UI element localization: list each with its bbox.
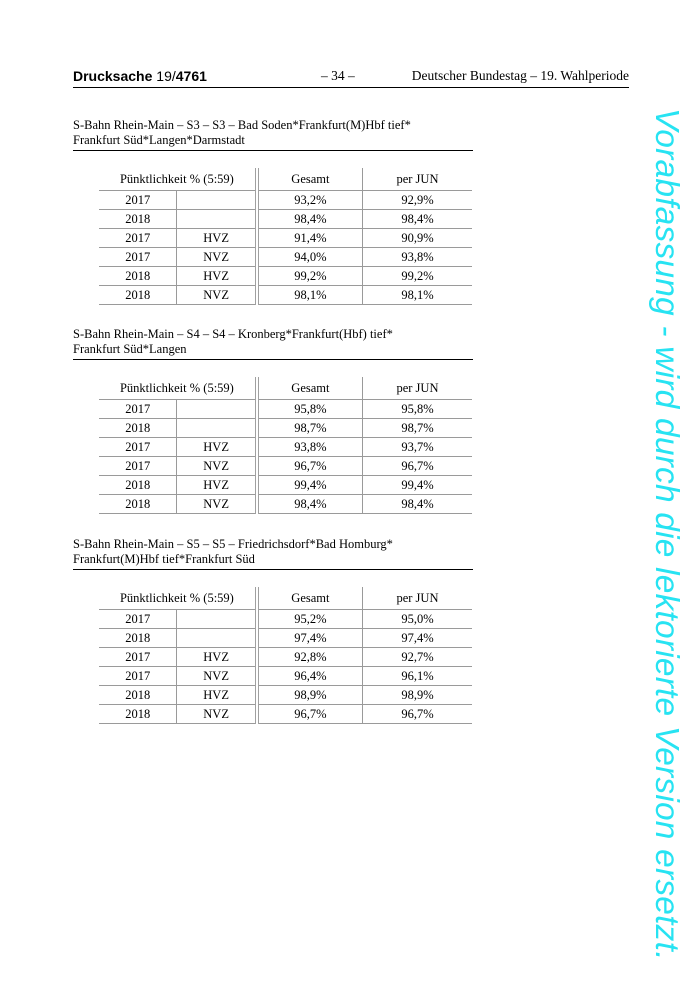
cell-per-jun: 99,4% bbox=[362, 476, 472, 495]
cell-per-jun: 98,9% bbox=[362, 686, 472, 705]
cell-type: HVZ bbox=[177, 438, 257, 457]
cell-year: 2017 bbox=[99, 457, 177, 476]
cell-type: HVZ bbox=[177, 686, 257, 705]
cell-year: 2018 bbox=[99, 686, 177, 705]
cell-type bbox=[177, 629, 257, 648]
table-row bbox=[99, 210, 472, 229]
section-title bbox=[73, 537, 473, 570]
table-header-row bbox=[99, 377, 472, 400]
section-s3 bbox=[73, 118, 473, 305]
cell-type bbox=[177, 610, 257, 629]
table-row bbox=[99, 248, 472, 267]
document-id bbox=[73, 68, 207, 84]
cell-year: 2018 bbox=[99, 267, 177, 286]
section-s4 bbox=[73, 327, 473, 514]
punctuality-table bbox=[99, 587, 472, 724]
cell-per-jun: 96,7% bbox=[362, 457, 472, 476]
cell-per-jun: 98,4% bbox=[362, 495, 472, 514]
cell-per-jun: 96,7% bbox=[362, 705, 472, 724]
table-row bbox=[99, 286, 472, 305]
page-header bbox=[73, 67, 629, 88]
table-row bbox=[99, 400, 472, 419]
table-row bbox=[99, 267, 472, 286]
cell-per-jun: 95,8% bbox=[362, 400, 472, 419]
draft-watermark bbox=[645, 108, 685, 961]
column-header-gesamt: Gesamt bbox=[257, 587, 363, 610]
cell-per-jun: 93,8% bbox=[362, 248, 472, 267]
cell-year: 2018 bbox=[99, 286, 177, 305]
cell-year: 2017 bbox=[99, 610, 177, 629]
cell-year: 2017 bbox=[99, 400, 177, 419]
table-row bbox=[99, 686, 472, 705]
cell-gesamt: 96,4% bbox=[257, 667, 363, 686]
cell-per-jun: 92,9% bbox=[362, 191, 472, 210]
section-title-line1: S-Bahn Rhein-Main – S3 – S3 – Bad Soden*Frankfurt(M)Hbf tief* bbox=[73, 118, 411, 132]
section-title-line1: S-Bahn Rhein-Main – S5 – S5 – Friedrichsdorf*Bad Homburg* bbox=[73, 537, 393, 551]
table-row bbox=[99, 629, 472, 648]
section-s5 bbox=[73, 537, 473, 724]
cell-year: 2018 bbox=[99, 476, 177, 495]
section-title-line2: Frankfurt(M)Hbf tief*Frankfurt Süd bbox=[73, 552, 255, 566]
table-header-row bbox=[99, 587, 472, 610]
table-row bbox=[99, 705, 472, 724]
cell-year: 2018 bbox=[99, 629, 177, 648]
table-row bbox=[99, 419, 472, 438]
cell-per-jun: 90,9% bbox=[362, 229, 472, 248]
cell-per-jun: 98,4% bbox=[362, 210, 472, 229]
table-row bbox=[99, 495, 472, 514]
column-header-gesamt: Gesamt bbox=[257, 168, 363, 191]
column-header-punctuality: Pünktlichkeit % (5:59) bbox=[99, 168, 257, 191]
cell-type: HVZ bbox=[177, 648, 257, 667]
cell-gesamt: 99,4% bbox=[257, 476, 363, 495]
cell-gesamt: 99,2% bbox=[257, 267, 363, 286]
column-header-per-jun: per JUN bbox=[362, 377, 472, 400]
watermark-text: Vorabfassung - wird durch die lektorierte Version ersetzt. bbox=[648, 108, 685, 961]
table-row bbox=[99, 438, 472, 457]
cell-gesamt: 98,4% bbox=[257, 495, 363, 514]
cell-gesamt: 93,8% bbox=[257, 438, 363, 457]
punctuality-table bbox=[99, 168, 472, 305]
cell-type bbox=[177, 400, 257, 419]
cell-type: NVZ bbox=[177, 457, 257, 476]
table-row bbox=[99, 667, 472, 686]
cell-year: 2018 bbox=[99, 705, 177, 724]
cell-per-jun: 98,1% bbox=[362, 286, 472, 305]
cell-year: 2017 bbox=[99, 191, 177, 210]
publisher: Deutscher Bundestag – 19. Wahlperiode bbox=[411, 68, 629, 83]
cell-year: 2017 bbox=[99, 648, 177, 667]
cell-year: 2017 bbox=[99, 667, 177, 686]
table-row bbox=[99, 648, 472, 667]
cell-year: 2018 bbox=[99, 419, 177, 438]
table-row bbox=[99, 191, 472, 210]
cell-gesamt: 95,8% bbox=[257, 400, 363, 419]
cell-gesamt: 98,7% bbox=[257, 419, 363, 438]
column-header-punctuality: Pünktlichkeit % (5:59) bbox=[99, 587, 257, 610]
cell-type bbox=[177, 210, 257, 229]
cell-type bbox=[177, 191, 257, 210]
cell-type: NVZ bbox=[177, 495, 257, 514]
cell-gesamt: 96,7% bbox=[257, 457, 363, 476]
cell-year: 2018 bbox=[99, 495, 177, 514]
section-title-line1: S-Bahn Rhein-Main – S4 – S4 – Kronberg*Frankfurt(Hbf) tief* bbox=[73, 327, 393, 341]
cell-gesamt: 98,9% bbox=[257, 686, 363, 705]
cell-year: 2018 bbox=[99, 210, 177, 229]
cell-year: 2017 bbox=[99, 438, 177, 457]
column-header-punctuality: Pünktlichkeit % (5:59) bbox=[99, 377, 257, 400]
section-title bbox=[73, 327, 473, 360]
cell-type: NVZ bbox=[177, 248, 257, 267]
column-header-gesamt: Gesamt bbox=[257, 377, 363, 400]
cell-gesamt: 96,7% bbox=[257, 705, 363, 724]
table-row bbox=[99, 610, 472, 629]
cell-gesamt: 92,8% bbox=[257, 648, 363, 667]
page-number: – 34 – bbox=[321, 68, 355, 83]
doc-number-prefix: 19/ bbox=[156, 68, 176, 84]
section-title bbox=[73, 118, 473, 151]
cell-type: HVZ bbox=[177, 476, 257, 495]
cell-per-jun: 93,7% bbox=[362, 438, 472, 457]
section-title-line2: Frankfurt Süd*Langen*Darmstadt bbox=[73, 133, 245, 147]
cell-per-jun: 95,0% bbox=[362, 610, 472, 629]
cell-gesamt: 98,1% bbox=[257, 286, 363, 305]
column-header-per-jun: per JUN bbox=[362, 587, 472, 610]
column-header-per-jun: per JUN bbox=[362, 168, 472, 191]
table-header-row bbox=[99, 168, 472, 191]
cell-per-jun: 97,4% bbox=[362, 629, 472, 648]
cell-per-jun: 99,2% bbox=[362, 267, 472, 286]
cell-gesamt: 97,4% bbox=[257, 629, 363, 648]
cell-gesamt: 98,4% bbox=[257, 210, 363, 229]
cell-gesamt: 94,0% bbox=[257, 248, 363, 267]
cell-type: NVZ bbox=[177, 286, 257, 305]
cell-per-jun: 98,7% bbox=[362, 419, 472, 438]
cell-type: NVZ bbox=[177, 705, 257, 724]
cell-gesamt: 93,2% bbox=[257, 191, 363, 210]
table-row bbox=[99, 457, 472, 476]
cell-type: NVZ bbox=[177, 667, 257, 686]
cell-per-jun: 92,7% bbox=[362, 648, 472, 667]
doc-label: Drucksache bbox=[73, 68, 153, 84]
cell-per-jun: 96,1% bbox=[362, 667, 472, 686]
cell-gesamt: 95,2% bbox=[257, 610, 363, 629]
doc-number: 4761 bbox=[175, 68, 207, 84]
cell-type bbox=[177, 419, 257, 438]
table-row bbox=[99, 476, 472, 495]
section-title-line2: Frankfurt Süd*Langen bbox=[73, 342, 187, 356]
cell-type: HVZ bbox=[177, 267, 257, 286]
cell-type: HVZ bbox=[177, 229, 257, 248]
punctuality-table bbox=[99, 377, 472, 514]
cell-year: 2017 bbox=[99, 229, 177, 248]
cell-gesamt: 91,4% bbox=[257, 229, 363, 248]
table-row bbox=[99, 229, 472, 248]
cell-year: 2017 bbox=[99, 248, 177, 267]
